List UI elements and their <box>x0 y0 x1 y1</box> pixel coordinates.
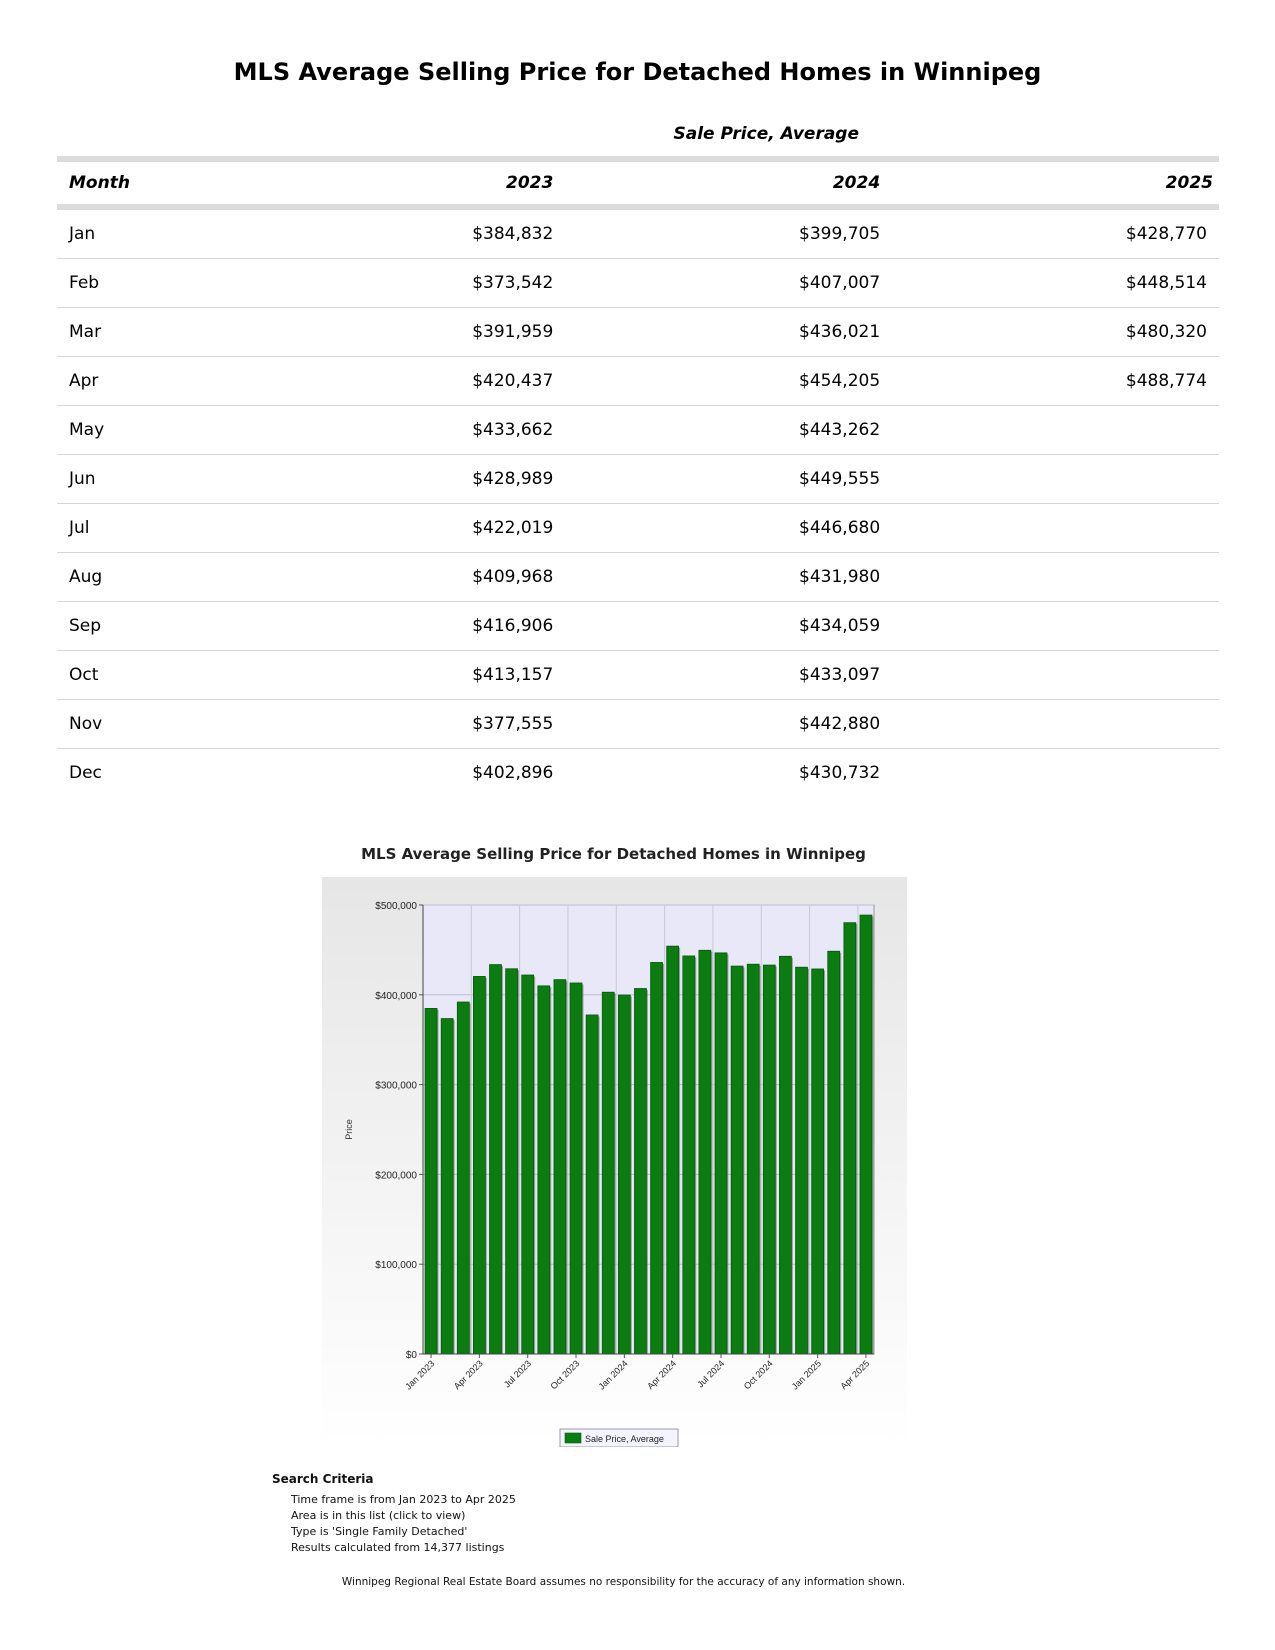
bar <box>634 989 646 1354</box>
table-row <box>57 749 1219 798</box>
bar <box>796 967 808 1354</box>
cell-2025: $448,514 <box>906 259 1219 308</box>
chart-title: MLS Average Selling Price for Detached Homes in Winnipeg <box>361 845 866 863</box>
cell-month: Feb <box>57 259 136 308</box>
x-tick-label: Jan 2023 <box>403 1358 437 1392</box>
cell-2023: $413,157 <box>136 651 579 700</box>
bar <box>812 969 824 1354</box>
bar <box>828 951 840 1354</box>
bar <box>651 962 663 1354</box>
table-row <box>57 553 1219 602</box>
plot-area <box>344 901 874 1392</box>
table-row <box>57 455 1219 504</box>
bar <box>618 995 630 1354</box>
price-table <box>57 156 1219 797</box>
bar <box>715 953 727 1354</box>
criteria-type: Type is 'Single Family Detached' <box>291 1525 468 1538</box>
y-tick-label: $500,000 <box>375 901 417 912</box>
bar <box>731 966 743 1354</box>
bar <box>860 915 872 1354</box>
cell-2025 <box>906 455 1219 504</box>
cell-2023: $373,542 <box>136 259 579 308</box>
x-tick-label: Jan 2025 <box>789 1358 824 1392</box>
cell-2025: $428,770 <box>906 207 1219 259</box>
price-table-section <box>57 112 1219 797</box>
table-header-row <box>57 159 1219 207</box>
table-row <box>57 406 1219 455</box>
table-row <box>57 651 1219 700</box>
cell-2024: $442,880 <box>579 700 906 749</box>
cell-2024: $449,555 <box>579 455 906 504</box>
x-tick-label: Apr 2023 <box>451 1358 485 1392</box>
cell-month: Apr <box>57 357 136 406</box>
cell-2023: $377,555 <box>136 700 579 749</box>
bar <box>779 956 791 1354</box>
cell-2024: $434,059 <box>579 602 906 651</box>
bar-chart <box>322 877 907 1447</box>
bar <box>441 1019 453 1354</box>
cell-2023: $402,896 <box>472 763 554 783</box>
cell-2024: $454,205 <box>579 357 906 406</box>
bar <box>747 964 759 1354</box>
table-row <box>57 700 1219 749</box>
cell-2023: $384,832 <box>136 207 579 259</box>
y-axis-label: Price <box>344 1119 354 1140</box>
cell-month: Jan <box>57 207 136 259</box>
bar <box>457 1002 469 1354</box>
bar <box>699 950 711 1354</box>
cell-2025: $480,320 <box>906 308 1219 357</box>
cell-month: May <box>57 406 136 455</box>
cell-2023: $422,019 <box>136 504 579 553</box>
table-row <box>57 504 1219 553</box>
table-group-header: Sale Price, Average <box>673 124 859 144</box>
table-row <box>57 207 1219 259</box>
bar <box>554 980 566 1354</box>
x-tick-label: Jul 2023 <box>501 1358 534 1390</box>
search-criteria <box>272 1472 516 1556</box>
header-2024: 2024 <box>579 159 906 207</box>
cell-2025 <box>906 749 1219 798</box>
cell-2025 <box>906 406 1219 455</box>
bar <box>570 983 582 1354</box>
cell-2025: $488,774 <box>906 357 1219 406</box>
table-row <box>57 357 1219 406</box>
page-title: MLS Average Selling Price for Detached Homes in Winnipeg <box>233 58 1042 86</box>
cell-2023: $428,989 <box>136 455 579 504</box>
header-2025: 2025 <box>906 159 1219 207</box>
table-body <box>57 207 1219 797</box>
cell-2024: $436,021 <box>579 308 906 357</box>
y-tick-label: $100,000 <box>375 1260 417 1272</box>
table-row <box>57 602 1219 651</box>
bar <box>602 992 614 1354</box>
y-tick-label: $0 <box>405 1350 417 1361</box>
x-tick-label: Jan 2024 <box>596 1358 630 1392</box>
cell-2023: $391,959 <box>136 308 579 357</box>
cell-2024: $399,705 <box>579 207 906 259</box>
y-tick-label: $300,000 <box>375 1080 417 1092</box>
x-tick-label: Jul 2024 <box>695 1358 727 1390</box>
bar <box>844 923 856 1354</box>
cell-2024: $431,980 <box>579 553 906 602</box>
cell-month: Oct <box>57 651 136 700</box>
cell-2025 <box>906 553 1219 602</box>
cell-2024: $407,007 <box>579 259 906 308</box>
y-tick-label: $400,000 <box>375 990 417 1002</box>
cell-2025 <box>906 700 1219 749</box>
bar <box>763 965 775 1354</box>
bar <box>683 956 695 1354</box>
x-tick-label: Oct 2024 <box>741 1358 775 1392</box>
legend <box>560 1429 678 1447</box>
cell-2023: $416,906 <box>136 602 579 651</box>
y-tick-label: $200,000 <box>375 1170 417 1182</box>
bar <box>667 946 679 1354</box>
cell-month: Jul <box>57 504 136 553</box>
legend-label: Sale Price, Average <box>585 1434 664 1444</box>
cell-2024: $443,262 <box>579 406 906 455</box>
bar <box>425 1008 437 1354</box>
search-criteria-title: Search Criteria <box>272 1472 374 1486</box>
cell-month: Mar <box>57 308 136 357</box>
criteria-listings-count: Results calculated from 14,377 listings <box>291 1541 505 1554</box>
bar <box>522 975 534 1354</box>
cell-month: Jun <box>57 455 136 504</box>
cell-month: Sep <box>57 602 136 651</box>
cell-2023: $433,662 <box>136 406 579 455</box>
header-month: Month <box>57 159 136 207</box>
cell-month: Dec <box>69 763 102 783</box>
chart-section <box>0 845 1275 1444</box>
cell-2024: $433,097 <box>579 651 906 700</box>
table-row <box>57 308 1219 357</box>
criteria-area-link[interactable]: Area is in this list (click to view) <box>291 1509 466 1522</box>
cell-2023: $409,968 <box>136 553 579 602</box>
x-tick-label: Oct 2023 <box>548 1358 582 1392</box>
cell-month: Aug <box>57 553 136 602</box>
cell-month: Nov <box>57 700 136 749</box>
bar <box>586 1015 598 1354</box>
bar <box>538 986 550 1354</box>
legend-swatch <box>565 1433 581 1443</box>
bar <box>473 976 485 1354</box>
criteria-time-frame: Time frame is from Jan 2023 to Apr 2025 <box>291 1493 516 1506</box>
header-2023: 2023 <box>136 159 579 207</box>
disclaimer: Winnipeg Regional Real Estate Board assumes no responsibility for the accuracy of any information shown. <box>341 1576 906 1588</box>
cell-2024: $446,680 <box>579 504 906 553</box>
cell-2024: $430,732 <box>799 763 881 783</box>
bar <box>490 965 502 1354</box>
x-tick-label: Apr 2025 <box>838 1358 872 1392</box>
cell-2025 <box>906 602 1219 651</box>
x-tick-label: Apr 2024 <box>645 1358 679 1392</box>
cell-2025 <box>906 504 1219 553</box>
cell-2023: $420,437 <box>136 357 579 406</box>
cell-2025 <box>906 651 1219 700</box>
table-row <box>57 259 1219 308</box>
bar <box>506 969 518 1354</box>
